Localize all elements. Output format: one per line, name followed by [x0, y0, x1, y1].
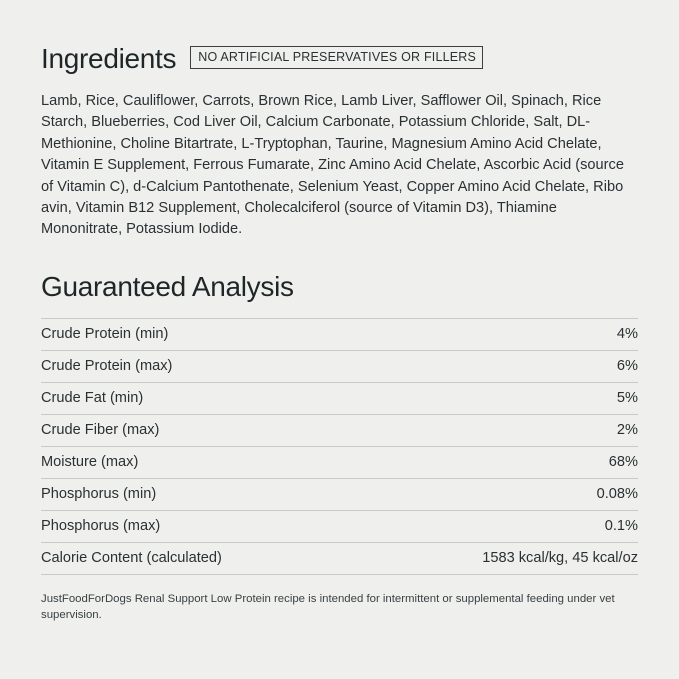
- row-label: Calorie Content (calculated): [41, 550, 222, 567]
- ingredients-header: [41, 40, 638, 78]
- table-row: [41, 511, 638, 543]
- ingredients-list: Lamb, Rice, Cauliflower, Carrots, Brown Rice, Lamb Liver, Safflower Oil, Spinach, Rice Starch, Blueberries, Cod Liver Oil, Calcium Carbonate, Potassium Chloride, Salt, DL-Methionine, Choline Bitartrate, L-Tryptophan, Taurine, Magnesium Amino Acid Chelate, Vitamin E Supplement, Ferrous Fumarate, Zinc Amino Acid Chelate, Ascorbic Acid (source of Vitamin C), d-Calcium Pantothenate, Selenium Yeast, Copper Amino Acid Chelate, Ribo avin, Vitamin B12 Supplement, Cholecalciferol (source of Vitamin D3), Thiamine Mononitrate, Potassium Iodide.: [41, 93, 624, 238]
- ingredients-title: Ingredients: [41, 43, 177, 74]
- row-label: Crude Protein (min): [41, 326, 169, 343]
- row-value: 4%: [616, 326, 638, 343]
- row-value: 5%: [616, 390, 638, 407]
- guaranteed-analysis-table: [41, 318, 638, 575]
- row-label: Moisture (max): [41, 454, 139, 471]
- row-label: Phosphorus (max): [41, 518, 161, 535]
- table-row: [41, 479, 638, 511]
- no-preservatives-badge: NO ARTIFICIAL PRESERVATIVES OR FILLERS: [190, 46, 483, 68]
- row-label: Crude Fat (min): [41, 390, 144, 407]
- table-row: [41, 351, 638, 383]
- table-row: [41, 319, 638, 351]
- table-row: [41, 543, 638, 575]
- row-value: 68%: [608, 454, 638, 471]
- table-row: [41, 447, 638, 479]
- row-value: 1583 kcal/kg, 45 kcal/oz: [482, 550, 638, 567]
- row-label: Crude Fiber (max): [41, 422, 160, 439]
- row-value: 0.1%: [604, 518, 638, 535]
- table-row: [41, 383, 638, 415]
- row-value: 2%: [616, 422, 638, 439]
- feeding-footnote: JustFoodForDogs Renal Support Low Protein recipe is intended for intermittent or supplemental feeding under vet supervision.: [41, 592, 615, 621]
- row-value: 0.08%: [596, 486, 638, 503]
- nutrition-panel: [41, 40, 638, 634]
- guaranteed-analysis-title: Guaranteed Analysis: [41, 270, 294, 302]
- table-row: [41, 415, 638, 447]
- row-value: 6%: [616, 358, 638, 375]
- row-label: Crude Protein (max): [41, 358, 173, 375]
- row-label: Phosphorus (min): [41, 486, 157, 503]
